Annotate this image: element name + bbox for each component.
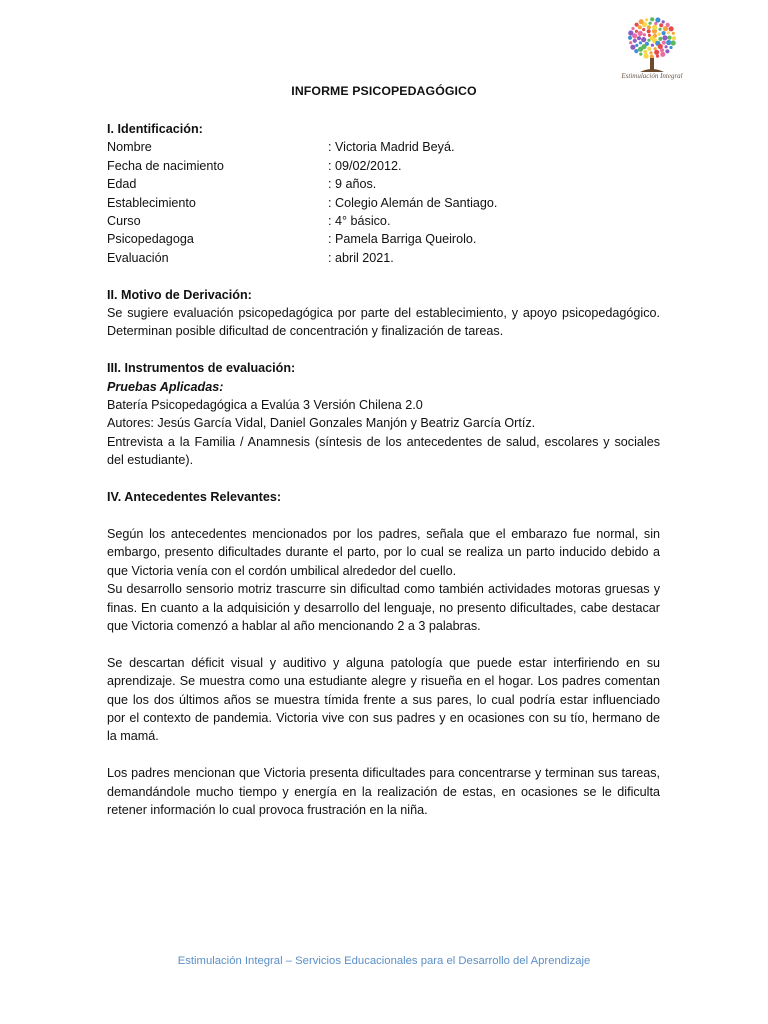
- id-key: Establecimiento: [107, 195, 196, 210]
- id-key: Fecha de nacimiento: [107, 158, 224, 173]
- logo-dot: [643, 50, 647, 54]
- logo-dot: [649, 22, 652, 25]
- logo-dot: [647, 29, 651, 33]
- logo-dot: [631, 27, 634, 30]
- logo-dot: [669, 46, 672, 49]
- id-value: : Pamela Barriga Queirolo.: [328, 232, 477, 247]
- logo-dot: [666, 23, 670, 27]
- id-value: : 09/02/2012.: [328, 158, 402, 173]
- logo-dot: [630, 45, 635, 50]
- section-heading-identificacion: I. Identificación:: [107, 122, 203, 136]
- logo-dot: [644, 53, 649, 58]
- motivo-paragraph: Se sugiere evaluación psicopedagógica por parte del establecimiento, y apoyo psicopedagógico. Determinan posible dificultad de concentración y finalización de tareas.: [107, 306, 660, 339]
- logo-dot: [639, 53, 642, 56]
- logo-dot: [671, 40, 676, 45]
- logo-dot: [639, 41, 642, 44]
- logo-dot: [639, 19, 644, 24]
- logo-dot: [666, 40, 671, 45]
- logo-dot: [635, 44, 638, 47]
- logo-dot: [638, 47, 643, 52]
- pruebas-aplicadas-label: Pruebas Aplicadas:: [107, 379, 224, 394]
- logo-dot: [651, 44, 654, 47]
- id-key: Curso: [107, 214, 141, 229]
- logo-dot: [637, 36, 641, 40]
- id-row: [107, 194, 660, 212]
- logo-dot: [660, 52, 665, 57]
- logo-dot: [628, 36, 632, 40]
- logo-dot: [643, 33, 646, 36]
- identification-table: [107, 138, 660, 267]
- instrument-line: Batería Psicopedagógica a Evalúa 3 Versión Chilena 2.0: [107, 398, 423, 413]
- logo-dot: [633, 39, 637, 43]
- logo-dot: [658, 28, 661, 31]
- logo-dot: [665, 49, 669, 53]
- id-row: [107, 230, 660, 248]
- id-row: [107, 249, 660, 267]
- id-key: Edad: [107, 177, 137, 192]
- antecedentes-paragraph: Según los antecedentes mencionados por los padres, señala que el embarazo fue normal, sin embargo, presento dificultades durante el parto, por lo cual se realiza un parto inducido debido a que Victoria venía con el cordón umbilical alrededor del cuello.: [107, 526, 660, 578]
- logo-dot: [647, 25, 651, 29]
- logo-dot: [662, 41, 666, 45]
- logo-dot: [669, 26, 674, 31]
- logo-dot: [641, 37, 646, 42]
- id-value: : abril 2021.: [328, 250, 394, 265]
- antecedentes-paragraph: Se descartan déficit visual y auditivo y alguna patología que puede estar interfiriendo en su aprendizaje. Se muestra como una estudiante alegre y risueña en el hogar. Los padres comentan que los dos últimos años se muestra tímida frente a sus pares, lo cual podría estar influenciado por el contexto de pandemia. Victoria vive con sus padres y en ocasiones con su tío, hermano de la mamá.: [107, 655, 660, 744]
- logo-dot: [659, 23, 663, 27]
- id-row: [107, 175, 660, 193]
- logo-dot: [649, 51, 652, 54]
- logo-dot: [650, 36, 655, 41]
- logo-dot: [672, 36, 676, 40]
- logo-dot: [658, 33, 661, 36]
- id-row: [107, 138, 660, 156]
- logo-dot: [656, 55, 659, 58]
- logo-dot: [638, 31, 643, 36]
- logo-dot: [665, 45, 668, 48]
- logo-dot: [629, 41, 632, 44]
- id-key: Nombre: [107, 140, 152, 155]
- logo-dot: [672, 32, 675, 35]
- section-heading-antecedentes: IV. Antecedentes Relevantes:: [107, 490, 282, 505]
- id-key: Psicopedagoga: [107, 232, 194, 247]
- id-value: : 9 años.: [328, 177, 377, 192]
- document-title: INFORME PSICOPEDAGÓGICO: [291, 84, 477, 98]
- logo-dot: [652, 25, 657, 30]
- logo-dot: [645, 18, 648, 21]
- logo-dot: [658, 37, 662, 41]
- document-body: [107, 120, 660, 819]
- instrument-line: Entrevista a la Familia / Anamnesis (síntesis de los antecedentes de salud, escolares y sociales del estudiante).: [107, 434, 660, 468]
- logo-dot: [642, 28, 645, 31]
- page-footer: Estimulación Integral – Servicios Educacionales para el Desarrollo del Aprendizaje: [177, 955, 591, 967]
- logo-dot: [647, 47, 651, 51]
- logo-dot: [628, 30, 633, 35]
- antecedentes-paragraph: Los padres mencionan que Victoria presenta dificultades para concentrarse y terminan sus tareas, demandándole mucho tiempo y energía en la realización de estas, en ocasiones se le dificulta retener información lo cual provoca frustración en la niña.: [107, 766, 660, 817]
- id-key: Evaluación: [107, 250, 169, 265]
- section-heading-motivo: II. Motivo de Derivación:: [107, 287, 252, 302]
- logo-dot: [660, 48, 664, 52]
- logo-dot: [655, 17, 660, 22]
- id-value: : Colegio Alemán de Santiago.: [328, 195, 498, 210]
- section-heading-instrumentos: III. Instrumentos de evaluación:: [107, 361, 296, 376]
- logo-dot: [635, 30, 638, 33]
- id-row: [107, 212, 660, 230]
- logo-dot: [662, 31, 666, 35]
- logo-dot: [650, 17, 654, 21]
- id-row: [107, 157, 660, 175]
- logo: [614, 14, 690, 86]
- logo-dot: [634, 49, 638, 53]
- logo-dot: [667, 36, 671, 40]
- logo-dot: [667, 31, 670, 34]
- tree-logo-icon: [614, 14, 690, 74]
- logo-dot: [635, 23, 639, 27]
- instrument-line: Autores: Jesús García Vidal, Daniel Gonzales Manjón y Beatriz García Ortíz.: [107, 416, 536, 431]
- antecedentes-paragraph: Su desarrollo sensorio motriz trascurre sin dificultad como también actividades motoras gruesas y finas. En cuanto a la adquisición y desarrollo del lenguaje, no presento dificultades, cabe destacar que Victoria comenzó a hablar al año mencionando 2 a 3 palabras.: [107, 582, 660, 633]
- id-value: : Victoria Madrid Beyá.: [328, 140, 455, 155]
- logo-dot: [662, 20, 665, 23]
- id-value: : 4° básico.: [328, 214, 391, 229]
- logo-text: Estimulación Integral: [621, 72, 683, 80]
- logo-dot: [662, 35, 667, 40]
- logo-dot: [654, 50, 659, 55]
